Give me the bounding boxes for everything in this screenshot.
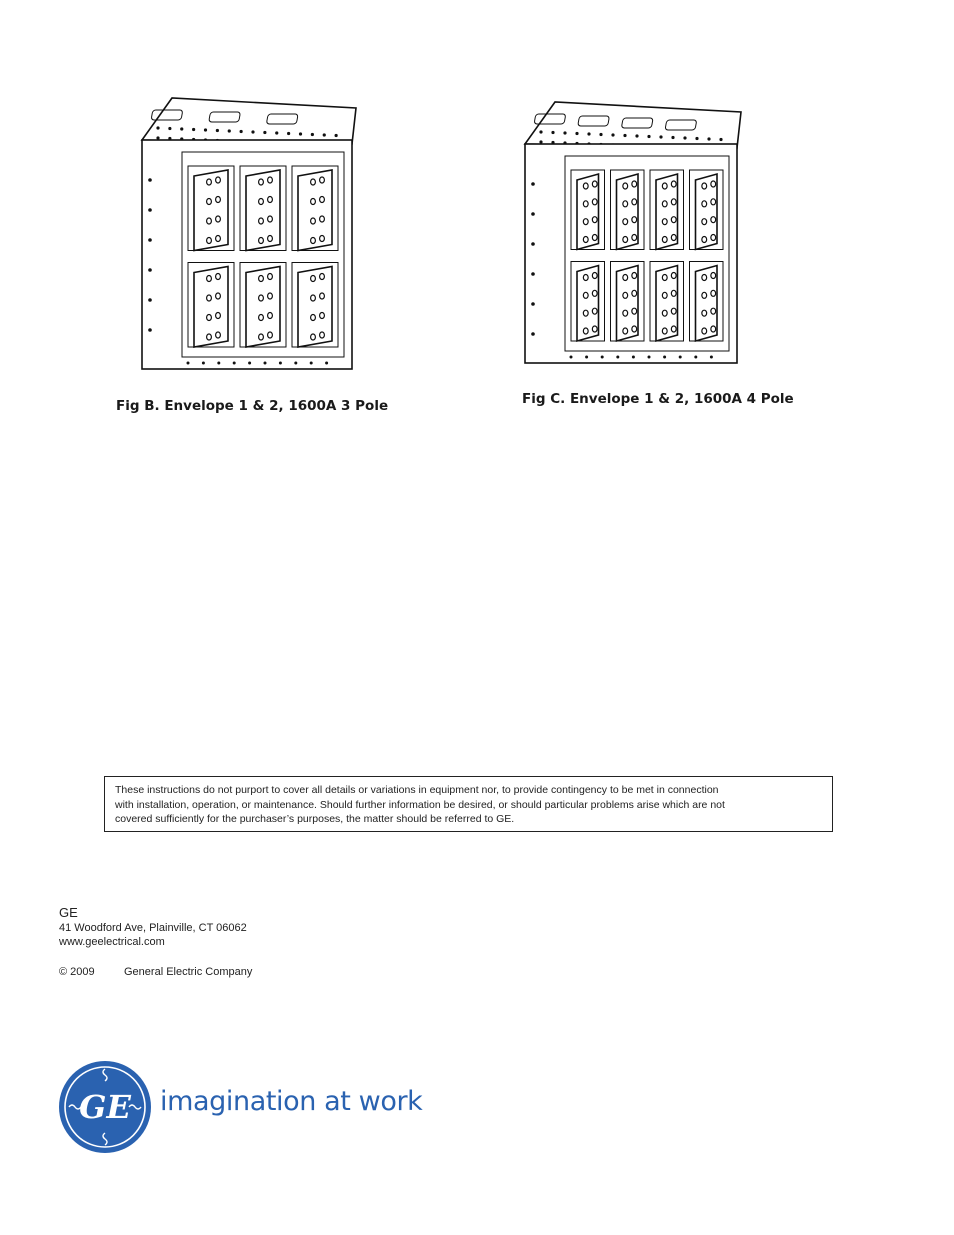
- top-hole: [228, 129, 231, 132]
- top-hole: [216, 129, 219, 132]
- bottom-hole: [264, 362, 267, 365]
- side-hole: [531, 302, 535, 306]
- bottom-hole: [310, 362, 313, 365]
- bottom-hole: [601, 356, 604, 359]
- bottom-hole: [217, 362, 220, 365]
- side-hole: [148, 178, 152, 182]
- figure-c-illustration: [519, 96, 747, 371]
- top-hole: [611, 133, 614, 136]
- top-hole: [335, 134, 338, 137]
- top-hole: [587, 132, 590, 135]
- top-hole: [539, 130, 542, 133]
- bottom-hole: [187, 362, 190, 365]
- bottom-hole: [710, 356, 713, 359]
- company-short-name: GE: [59, 905, 78, 920]
- disclaimer-line-3: covered sufficiently for the purchaser’s purposes, the matter should be referred to GE.: [115, 813, 515, 825]
- bottom-hole: [248, 362, 251, 365]
- side-hole: [531, 182, 535, 186]
- top-hole: [647, 135, 650, 138]
- side-hole: [148, 238, 152, 242]
- top-hole: [683, 136, 686, 139]
- figure-b-illustration: [136, 92, 362, 377]
- top-hole: [168, 127, 171, 130]
- top-hole: [275, 131, 278, 134]
- company-full-name: General Electric Company: [124, 966, 253, 978]
- top-hole: [204, 128, 207, 131]
- side-hole: [531, 332, 535, 336]
- side-hole: [531, 242, 535, 246]
- top-hole: [180, 127, 183, 130]
- side-hole: [531, 272, 535, 276]
- figure-b-caption: Fig B. Envelope 1 & 2, 1600A 3 Pole: [116, 398, 389, 414]
- top-hole: [192, 128, 195, 131]
- bottom-hole: [570, 356, 573, 359]
- top-panel: [142, 98, 356, 144]
- side-hole: [148, 328, 152, 332]
- top-hole: [240, 130, 243, 133]
- tagline: imagination at work: [160, 1086, 423, 1117]
- bottom-hole: [679, 356, 682, 359]
- top-hole: [539, 140, 542, 143]
- top-hole: [311, 133, 314, 136]
- top-hole: [263, 131, 266, 134]
- bottom-hole: [632, 356, 635, 359]
- top-hole: [623, 134, 626, 137]
- top-hole: [599, 133, 602, 136]
- bottom-hole: [233, 362, 236, 365]
- disclaimer-line-2: with installation, operation, or maintenance. Should further information be desired, or should particular problems arise which are not: [115, 798, 725, 811]
- side-hole: [148, 268, 152, 272]
- ge-logo: [57, 1060, 153, 1159]
- top-hole: [287, 132, 290, 135]
- bottom-hole: [694, 356, 697, 359]
- bottom-hole: [202, 362, 205, 365]
- bottom-hole: [585, 356, 588, 359]
- ge-logo-monogram: GE: [79, 1088, 131, 1126]
- bottom-hole: [294, 362, 297, 365]
- company-address: 41 Woodford Ave, Plainville, CT 06062: [59, 922, 247, 934]
- top-hole: [323, 133, 326, 136]
- top-panel: [525, 102, 741, 148]
- figure-c-caption: Fig C. Envelope 1 & 2, 1600A 4 Pole: [522, 391, 794, 407]
- side-hole: [148, 208, 152, 212]
- disclaimer-box: [104, 776, 833, 832]
- top-hole: [156, 136, 159, 139]
- top-hole: [671, 136, 674, 139]
- bottom-hole: [616, 356, 619, 359]
- top-hole: [551, 131, 554, 134]
- side-hole: [531, 212, 535, 216]
- bottom-hole: [648, 356, 651, 359]
- top-hole: [299, 132, 302, 135]
- top-hole: [659, 135, 662, 138]
- bottom-hole: [325, 362, 328, 365]
- bottom-hole: [279, 362, 282, 365]
- top-hole: [635, 134, 638, 137]
- top-hole: [695, 137, 698, 140]
- side-hole: [148, 298, 152, 302]
- copyright-year: © 2009: [59, 966, 95, 978]
- top-hole: [575, 132, 578, 135]
- top-hole: [719, 138, 722, 141]
- company-website: www.geelectrical.com: [59, 936, 165, 948]
- top-hole: [563, 131, 566, 134]
- top-hole: [707, 137, 710, 140]
- top-hole: [156, 126, 159, 129]
- bottom-hole: [663, 356, 666, 359]
- top-hole: [251, 130, 254, 133]
- disclaimer-line-1: These instructions do not purport to cover all details or variations in equipment nor, to provide contingency to be met in connection: [115, 784, 719, 796]
